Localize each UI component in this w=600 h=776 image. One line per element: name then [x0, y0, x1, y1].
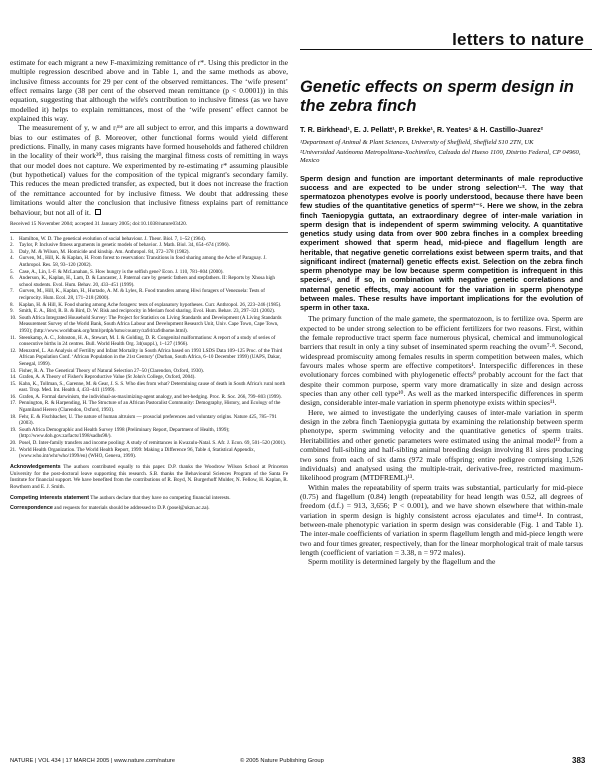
- reference-item: 11. Steenkamp, A. C., Johnston, H. A., Stewart, M. I. & Golding, D. R. Congenital malformations: A report of a study of series of consecutive births in 24 centres. Bull. World Health Org. 34(suppl.), 1–127 (1966).: [10, 334, 276, 348]
- reference-item: 4. Gurven, M., Hill, K. & Kaplan, H. From forest to reservation: Transitions in food sharing among the Ache of Paraguay. J. Anthropol. Res. 58, 93–120 (2002).: [10, 255, 267, 269]
- reference-item: 15. Kahn, K., Tollman, S., Garenne, M. & Gear, J. S. S. Who dies from what? Determining cause of death in South Africa's rural north east. Trop. Med. Int. Health 4, 433–441 (1999).: [10, 380, 286, 394]
- reference-item: 10. South Africa Integrated Household Survey: The Project for Statistics on Living Standards and Development (A Living Standards Measurement Survey of the World Bank, South Africa Labour and Development Research Unit, Univ. Cape Town, Cape Town, 1993); (http://www.worldbank.org/html/prdph/lsms/country/za94/za94home.html).: [10, 314, 282, 334]
- article-title: Genetic effects on sperm design in the zebra finch: [300, 78, 574, 115]
- reference-item: 7. Gurven, M., Hill, K., Kaplan, H., Hurtado, A. M. & Lyles, R. Food transfers among Hiwi foragers of Venezuela: Tests of reciprocity. Hum. Ecol. 28, 171–218 (2000).: [10, 288, 265, 301]
- reference-item: 9. Smith, E. A., Bird, R. B. & Bird, D. W. Risk and reciprocity in Meriam food sharing. Evol. Hum. Behav. 23, 297–321 (2002).: [10, 308, 276, 315]
- left-column: [10, 58, 288, 512]
- right-paragraph-1: The primary function of the male gamete, the spermatozoon, is to fertilize ova. Sperm are expected to be under strong selection to be efficient fertilizers for two reasons. First, within the female reproductive tract sperm face numerous physical, chemical and immunological barriers that result in only a tiny subset of inseminated sperm reaching the ovum⁷·⁸. Second, widespread promiscuity among females results in sperm competition between males, which favours males whose sperm are effective competitors¹. Interspecific differences in these evolutionary forces combined with phylogenetic effects⁹ probably account for the fact that despite their common purpose, sperm vary more dramatically in size and design across species than any other cell type¹⁰. As well as the marked interspecific differences in sperm design, considerable inter-male variation in sperm phenotype exists within species¹¹.: [300, 314, 583, 408]
- reference-item: 16. Grafen, A. Formal darwinism, the individual-as-maximizing-agent analogy, and bet-hedging. Proc. R. Soc. 266, 799–803 (1999).: [10, 393, 282, 400]
- reference-item: 14. Grafen, A. A Theory of Fisher's Reproductive Value (St John's College, Oxford, 2004).: [10, 374, 196, 381]
- correspondence: Correspondence and requests for materials should be addressed to D.P. (posel@ukzn.ac.za).: [10, 505, 210, 512]
- received-line: Received 15 November 2004; accepted 31 January 2005; doi:10.1038/nature03420.: [10, 220, 188, 227]
- affiliation-2: ²Universidad Autónoma Metropolitana-Xochimilco, Calzada del Hueso 1100, Distrito Federal, CP 04960, Mexico: [300, 149, 581, 165]
- left-paragraph-2: [10, 123, 288, 216]
- right-paragraph-2: Here, we aimed to investigate the underlying causes of inter-male variation in sperm design in the zebra finch Taeniopygia guttata by examining the relationship between sperm phenotype, sperm swimming velocity and the quantitative genetics of sperm traits. Heritabilities and other genetic parameters were estimated using the animal model¹² from a combined full-sibling and half-sibling animal breeding design involving 81 sires producing two sons from each of six dams (972 male offspring; entire pedigree comprising 1,526 individuals) and analysed using the multiple-trait, derivative-free, restricted maximum-likelihood program (MTDFREML)¹³.: [300, 407, 583, 483]
- reference-item: 6. Anderson, K., Kaplan, H., Lam, D. & Lancaster, J. Paternal care by genetic fathers and stepfathers. II: Reports by Xhosa high school students. Evol. Hum. Behav. 20, 433–451 (1999).: [10, 275, 275, 288]
- page-number: 383: [572, 756, 586, 765]
- reference-item: 2. Taylor, P. Inclusive fitness arguments in genetic models of behavior. J. Math. Biol. 34, 654–674 (1996).: [10, 242, 230, 249]
- section-title: letters to nature: [452, 30, 584, 49]
- right-body: [300, 314, 583, 566]
- reference-item: 12. Menzstrel, L. An Analysis of Fertility and Infant Mortality in South Africa based on 1993 LSDS Data 109–125 Proc. of the Third African Population Conf. ‘African Population in the 21st Century’ (Durban, South Africa, 6–10 December 1999) (UAPS, Dakar, Senegal, 1999).: [10, 347, 283, 367]
- reference-item: 19. South Africa Demographic and Health Survey 1998 (Preliminary Report, Department of Health, 1999); (http://www.doh.gov.za/facts/1998/sadhs98/).: [10, 426, 230, 440]
- competing-interests: Competing interests statement The authors declare that they have no competing financial interests.: [10, 494, 231, 501]
- affiliation-1: ¹Department of Animal & Plant Sciences, University of Sheffield, Sheffield S10 2TN, UK: [300, 139, 534, 146]
- right-paragraph-3: Within males the repeatability of sperm traits was substantial, particularly for mid-piece (0.75) and flagellum (0.84) length (repeatability for head length was 0.52, all degrees of freedom (d.f.) = 913, 3,656; P < 0.001), and we have shown elsewhere that within-male variation in sperm design is highly consistent across ejaculates and time¹⁴. In contrast, between-male phenotypic variation in sperm design was considerable (Fig. 1 and Table 1). The inter-male coefficients of variation in sperm flagellum length and mid-piece length were two and four times greater, respectively, than for the linear morphological trait of male tarsus length (coefficient of variation = 3.38, n = 972 males).: [300, 482, 583, 557]
- left-paragraph-2-text: The measurement of y, w and rᵢᵐᵉ are all subject to error, and this imparts a downward bias to our estimates of β. Moreover, other functional forms would yield different predictions. Finally, in many cases migrants have formed households and fathered children in the locality of their work²⁰, thus raising the marginal fitness costs of remitting in ways that our model does not capture. We experimented by re-estimating r* assuming plausible (but hypothetical) values for the composition of the typical migrant's secondary family. This reduces the mean predicted transfer, as expected, but it does not increase the fraction of the remittance accounted for by inclusive fitness. We doubt that addressing these limitations would alter the conclusion that inclusive fitness explains part of remittance behaviour, but not all of it.: [10, 123, 288, 217]
- reference-item: 1. Hamilton, W. D. The genetical evolution of social behaviour. J. Theor. Biol. 7, 1–52 (1964).: [10, 235, 206, 242]
- footer-journal-info: NATURE | VOL 434 | 17 MARCH 2005 | www.nature.com/nature: [10, 758, 175, 764]
- end-of-article-mark: [95, 209, 101, 215]
- reference-item: 13. Fisher, R. A. The Genetical Theory of Natural Selection 27–50 (Clarendon, Oxford, 1930).: [10, 367, 204, 374]
- footer-copyright: © 2005 Nature Publishing Group: [240, 758, 324, 764]
- reference-item: 3. Daly, M. & Wilson, M. Homicide and kinship. Am. Anthropol. 84, 372–378 (1982).: [10, 248, 190, 255]
- reference-item: 17. Pennington, R. & Harpending, H. The Structure of an African Pastoralist Community: Demography, History, and Ecology of the Ngamiland Herero (Clarendon, Oxford, 1993).: [10, 400, 281, 414]
- references-rule: [10, 232, 288, 233]
- reference-item: 5. Case, A., Lin, I.-F. & McLanahan, S. How hungry is the selfish gene? Econ. J. 110, 781–804 (2000).: [10, 268, 224, 275]
- reference-list: [10, 236, 288, 460]
- left-body: [10, 58, 288, 217]
- affiliations: [300, 139, 583, 166]
- author-list: T. R. Birkhead¹, E. J. Pellatt¹, P. Brekke¹, R. Yeates¹ & H. Castillo-Juarez²: [300, 125, 543, 134]
- right-paragraph-4: Sperm motility is determined largely by the flagellum and the: [308, 557, 496, 567]
- left-paragraph-1: estimate for each migrant a new F-maximizing remittance of r*. Using this predictor in the multiple regression described above and in Table 1, and the same methods as above, inclusive fitness accounts for 29 per cent of the observed remittances. The ‘wife present’ effect remains large (38 per cent of the observed mean remittance (p < 0.0001)) in this equation, suggesting that although the wife's contribution to inclusive fitness (as we have modelled it) helps to explain remittances, most of the ‘wife present’ effect cannot be explained this way.: [10, 58, 288, 124]
- reference-item: 8. Kaplan, H. & Hill, K. Food sharing among Ache foragers: tests of explanatory hypotheses. Curr. Anthropol. 26, 223–246 (1985).: [10, 301, 282, 308]
- reference-item: 18. Fehr, E. & Fischbacher, U. The nature of human altruism — prosocial preferences and voluntary origins. Nature 425, 785–791 (2003).: [10, 413, 277, 427]
- running-header: [300, 14, 592, 50]
- header-rule: [300, 49, 592, 50]
- abstract: Sperm design and function are important determinants of male reproductive success and are expected to be under strong selection¹·². The way that spermatozoa phenotypes evolve is poorly understood, because there have been few studies of the quantitative genetics of sperm³⁻⁵. Here we show, in the zebra finch Taeniopygia guttata, an extraordinary degree of inter-male variation in sperm design that is independent of sperm swimming velocity. A quantitative genetics study using data from over 900 zebra finches in a complex breeding experiment showed that sperm head, mid-piece and flagellum length are heritable, that negative genetic correlations exist between sperm traits, and that significant indirect (maternal) genetic effects exist. Selection on the zebra finch sperm phenotype may be low because sperm competition is infrequent in this species⁶, and if so, in combination with negative genetic correlations and maternal genetic effects, may account for the variation in sperm phenotype between males. These results have important implications for the evolution of sperm in other taxa.: [300, 173, 583, 313]
- right-column: [300, 58, 583, 567]
- reference-item: 21. World Health Organization. The World Health Report, 1999: Making a Difference 96, Table 4, Statistical Appendix, (www.who.int/whr/who/1999/en) (WHO, Geneva, 1999).: [10, 446, 256, 460]
- reference-item: 20. Posel, D. Inter-family transfers and income pooling: A study of remittances in Kwazulu-Natal. S. Afr. J. Econ. 69, 501–520 (2001).: [10, 440, 286, 447]
- acknowledgements: Acknowledgements The authors contributed equally to this paper. D.P. thanks the Woodrow Wilson School at Princeton University for the post-doctoral leave supporting this research. S.B. thanks the Behavioural Sciences Program of the Santa Fe Institute for financial support. We have benefited from the contributions of R. Boyd, N. Burgerhoff Mulder, N. Fellow, H. Kaplan, R. Rowthorn and E. J. Smith.: [10, 463, 289, 490]
